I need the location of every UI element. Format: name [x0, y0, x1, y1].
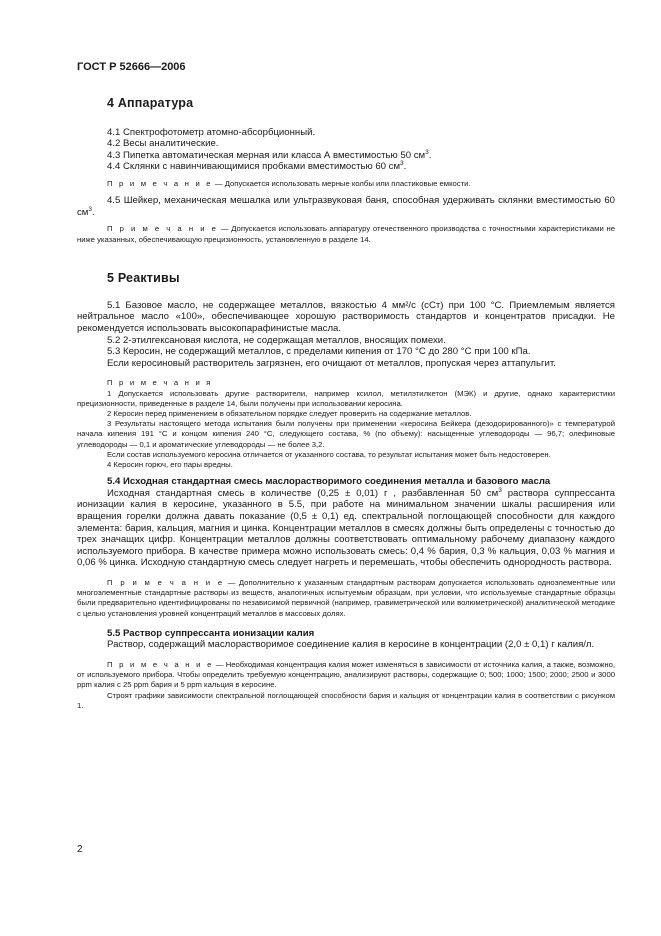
section-4-title: 4 Аппаратура [107, 95, 194, 110]
para-5-1: 5.1 Базовое масло, не содержащее металлов, вязкостью 4 мм²/с (сСт) при 100 °С. Приемлемым является нейтральное масло «100», обеспечивающее хорошую растворимость стандартов и концентратов присадки. Не рекомендуется использовать высокопарафинистые масла. [77, 299, 615, 334]
page-number: 2 [77, 844, 83, 855]
note-5-1: 1 Допускается использовать другие растворители, например ксилол, метилэтилкетон (МЭК) и другие, однако характеристики прецизионности, приведенные в разделе 14, были получены при использовании керосина. [77, 388, 615, 408]
para-5-3: 5.3 Керосин, не содержащий металлов, с пределами кипения от 170 °С до 280 °С при 100 кПа. [107, 346, 531, 358]
note-5-5-b: Строят графики зависимости спектральной поглощающей способности бария и кальция от концентрации калия в соответствии с рисунком 1. [77, 690, 615, 710]
para-5-5: Раствор, содержащий маслорастворимое соединение калия в керосине в концентрации (2,0 ± 0,1) г калия/л. [107, 639, 595, 651]
para-5-2: 5.2 2-этилгексановая кислота, не содержащая металлов, вносящих помехи. [107, 334, 446, 346]
note-5-4-extra: П р и м е ч а н и е — Дополнительно к указанным стандартным растворам допускается использовать одноэлементные или многоэлементные стандартные растворы из веществ, аналогичных испытуемым образцам, при условии, что используемые стандартные образцы были предварительно идентифицированы по независимой первичной (например, гравиметрической или волюметрической) аналитической методике с целью установления уровней концентраций металлов в массовых долях. [77, 577, 616, 618]
section-5-title: 5 Реактивы [107, 270, 180, 285]
item-4-3: 4.3 Пипетка автоматическая мерная или класса А вместимостью 50 $см^3$. [107, 148, 432, 161]
item-4-1: 4.1 Спектрофотометр атомно-абсорбционный. [107, 126, 316, 138]
item-4-4: 4.4 Склянки с навинчивающимися пробками вместимостью 60 $см^3$. [107, 160, 407, 173]
note-5-5: П р и м е ч а н и е — Необходимая концентрация калия может изменяться в зависимости от источника калия, а также, возможно, от используемого прибора. Чтобы определить требуемую концентрацию, анализируют растворы, содержащие 0; 500; 1000; 1500; 2000; 2500 и 3000 ppm калия с 25 ppm бария и 5 ppm кальция в керосине. [77, 659, 615, 690]
note-5-2: 2 Керосин перед применением в обязательном порядке следует проверить на содержание металлов. [107, 408, 472, 418]
para-5-3-b: Если керосиновый растворитель загрязнен, его очищают от металлов, пропуская через аттапульгит. [107, 357, 556, 369]
heading-5-5: 5.5 Раствор суппрессанта ионизации калия [107, 627, 315, 639]
document-header: ГОСТ Р 52666—2006 [77, 61, 186, 73]
para-5-4: Исходная стандартная смесь в количестве (0,25 ± 0,01) г , разбавленная 50 $см^3$ раствора суппрессанта ионизации калия в керосине, указанного в 5.5, при работе на минимальном значении шкалы расширения или вращения горелки должна давать показание (0,5 ± 0,1) ед. спектральной поглощающей способности для каждого элемента: бария, кальция, магния и цинка. Концентрации металлов в смесях должны быть определены с точностью до трех значащих цифр. Концентрации металлов должны соответствовать оптимальному рабочему диапазону каждого используемого прибора. В качестве примера можно использовать смесь: 0,4 % бария, 0,3 % кальция, 0,03 % магния и 0,06 % цинка. Исходную стандартную смесь следует нагреть и перемешать, чтобы обеспечить однородность раствора. [77, 486, 615, 569]
document-page [77, 61, 616, 855]
item-4-2: 4.2 Весы аналитические. [107, 138, 219, 150]
notes-label: П р и м е ч а н и я [107, 378, 213, 388]
heading-5-4: 5.4 Исходная стандартная смесь маслорастворимого соединения металла и базового масла [107, 476, 551, 488]
note-5-4: 4 Керосин горюч, его пары вредны. [107, 459, 233, 469]
note-4-b: П р и м е ч а н и е — Допускается использовать аппаратуру отечественного производства с точностными характеристиками не ниже указанных, обеспечивающую прецизионность, установленную в разделе 14. [77, 224, 615, 244]
note-5-3-b: Если состав используемого керосина отличается от указанного состава, то результат испытания может быть недостоверен. [107, 449, 551, 459]
item-4-5: 4.5 Шейкер, механическая мешалка или ультразвуковая баня, способная удерживать склянки вместимостью 60 $см^3$. [77, 195, 615, 218]
note-4-a: П р и м е ч а н и е — Допускается использовать мерные колбы или пластиковые емкости. [107, 178, 471, 188]
note-5-3: 3 Результаты настоящего метода испытания были получены при применении «керосина Бейкера (дезодорированного)» с температурой начала кипения 191 °С и концом кипения 240 °С, следующего состава, % (по объему): насыщенные углеводороды — 96,7; олефиновые углеводороды — 0,1 и ароматические углеводороды — не более 3,2. [77, 419, 615, 449]
